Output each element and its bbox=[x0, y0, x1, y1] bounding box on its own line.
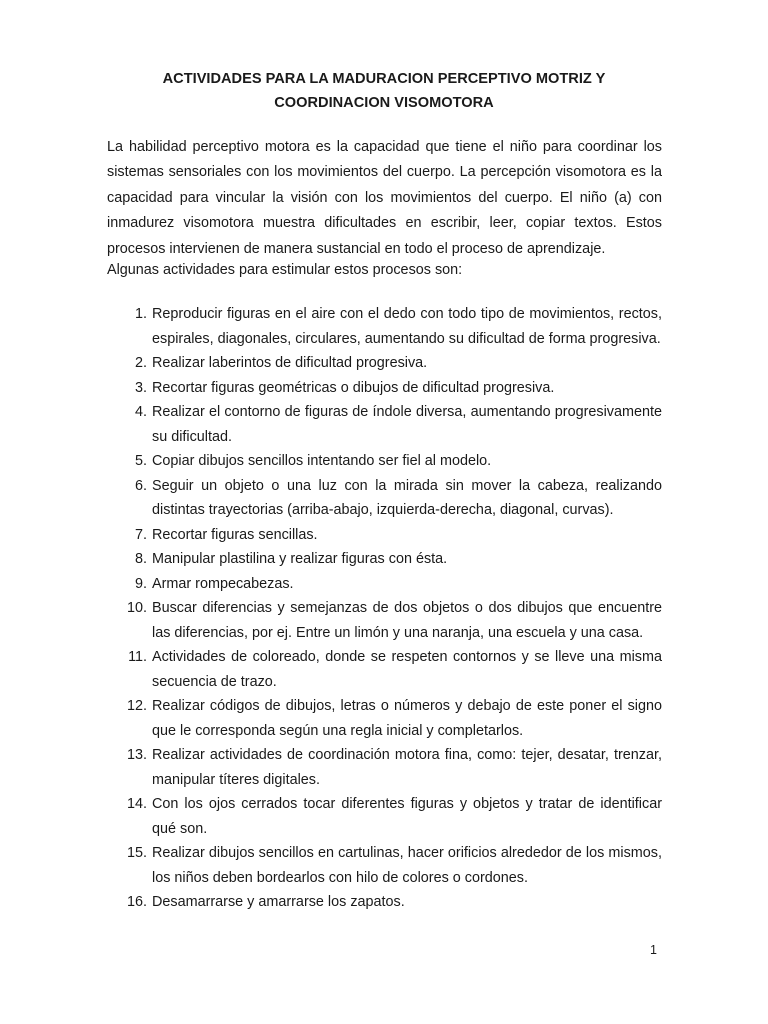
list-item-text: Realizar códigos de dibujos, letras o números y debajo de este poner el signo que le corresponda según una regla inicial y completarlos. bbox=[152, 698, 662, 739]
page-number: 1 bbox=[650, 943, 657, 957]
list-item-text: Manipular plastilina y realizar figuras con ésta. bbox=[152, 551, 448, 567]
list-item-number: 6. bbox=[134, 477, 147, 494]
list-item-text: Realizar laberintos de dificultad progresiva. bbox=[152, 355, 428, 371]
list-item-text: Realizar el contorno de figuras de índole diversa, aumentando progresivamente su dificultad. bbox=[152, 404, 662, 445]
list-item-text: Recortar figuras geométricas o dibujos de dificultad progresiva. bbox=[152, 379, 555, 396]
list-item bbox=[107, 474, 662, 523]
list-item-number: 5. bbox=[134, 453, 147, 469]
list-item bbox=[107, 572, 662, 597]
list-item-text: Desamarrarse y amarrarse los zapatos. bbox=[152, 894, 405, 910]
list-item-text: Realizar dibujos sencillos en cartulinas, hacer orificios alrededor de los mismos, los niños deben bordearlos con hilo de colores o cordones. bbox=[152, 845, 662, 886]
activities-list bbox=[107, 302, 662, 915]
list-item-number: 15. bbox=[126, 845, 147, 861]
list-item-number: 1. bbox=[134, 306, 147, 322]
list-item-number: 11. bbox=[128, 649, 147, 665]
list-item bbox=[107, 596, 662, 645]
list-item-number: 16. bbox=[126, 894, 147, 910]
list-item-text: Buscar diferencias y semejanzas de dos objetos o dos dibujos que encuentre las diferencias, por ej. Entre un limón y una naranja, una escuela y una casa. bbox=[152, 600, 662, 641]
list-item-number: 10. bbox=[126, 600, 147, 616]
list-item bbox=[107, 302, 662, 351]
list-item-text: Realizar actividades de coordinación motora fina, como: tejer, desatar, trenzar, manipular títeres digitales. bbox=[152, 747, 662, 788]
list-item bbox=[107, 694, 662, 743]
list-item bbox=[107, 376, 662, 401]
list-item-text: Armar rompecabezas. bbox=[152, 575, 294, 592]
list-item-number: 7. bbox=[134, 526, 147, 543]
list-item bbox=[107, 841, 662, 890]
list-item bbox=[107, 351, 662, 376]
list-item bbox=[107, 792, 662, 841]
list-item-text: Reproducir figuras en el aire con el dedo con todo tipo de movimientos, rectos, espirales, diagonales, circulares, aumentando su dificultad de forma progresiva. bbox=[152, 306, 662, 347]
list-item bbox=[107, 449, 662, 474]
list-item-number: 8. bbox=[134, 551, 147, 567]
list-item-number: 3. bbox=[134, 379, 147, 396]
list-item-text: Con los ojos cerrados tocar diferentes figuras y objetos y tratar de identificar qué son. bbox=[152, 796, 662, 837]
list-item-text: Copiar dibujos sencillos intentando ser fiel al modelo. bbox=[152, 453, 492, 469]
title-line-2: COORDINACION VISOMOTORA bbox=[274, 95, 494, 111]
intro-paragraph: La habilidad perceptivo motora es la capacidad que tiene el niño para coordinar los sistemas sensoriales con los movimientos del cuerpo. La percepción visomotora es la capacidad para vincular la visión con los movimientos del cuerpo. El niño (a) con inmadurez visomotora muestra dificultades en escribir, leer, copiar textos. Estos procesos intervienen de manera sustancial en todo el proceso de aprendizaje. bbox=[107, 139, 662, 257]
list-item bbox=[107, 547, 662, 572]
list-item bbox=[107, 645, 662, 694]
list-item-number: 4. bbox=[134, 404, 147, 420]
list-item-text: Recortar figuras sencillas. bbox=[152, 526, 318, 543]
list-item bbox=[107, 400, 662, 449]
list-item bbox=[107, 890, 662, 915]
list-item-number: 2. bbox=[134, 355, 147, 371]
list-item-text: Actividades de coloreado, donde se respeten contornos y se lleve una misma secuencia de trazo. bbox=[152, 649, 662, 690]
list-item-text: Seguir un objeto o una luz con la mirada sin mover la cabeza, realizando distintas trayectorias (arriba-abajo, izquierda-derecha, diagonal, curvas). bbox=[152, 477, 662, 518]
title-line-1: ACTIVIDADES PARA LA MADURACION PERCEPTIVO MOTRIZ Y bbox=[162, 71, 606, 87]
list-item-number: 9. bbox=[134, 575, 147, 592]
list-item-number: 14. bbox=[126, 796, 147, 812]
lead-sentence: Algunas actividades para estimular estos procesos son: bbox=[107, 262, 463, 278]
page-title bbox=[0, 67, 768, 115]
list-item bbox=[107, 743, 662, 792]
list-item-number: 12. bbox=[126, 698, 147, 714]
list-item bbox=[107, 523, 662, 548]
list-item-number: 13. bbox=[126, 747, 147, 763]
